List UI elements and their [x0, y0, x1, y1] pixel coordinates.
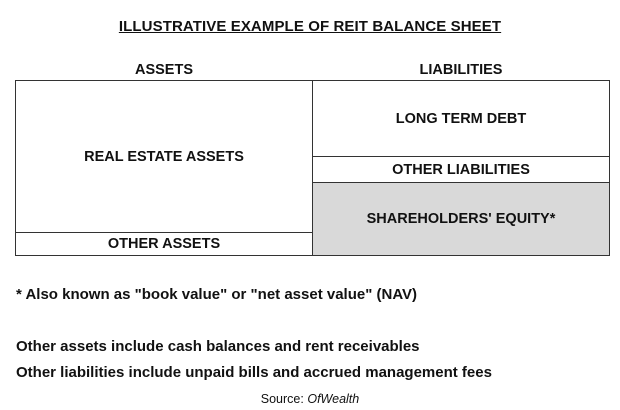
liabilities-header: LIABILITIES — [419, 62, 503, 78]
source-label: Source: — [260, 392, 304, 406]
footnote-text: * Also known as "book value" or "net asset value" (NAV) — [16, 286, 418, 303]
other-liabilities-note: Other liabilities include unpaid bills and accrued management fees — [16, 364, 492, 381]
shareholders-equity-cell — [313, 183, 609, 255]
other-assets-label: OTHER ASSETS — [107, 236, 221, 252]
other-liabilities-label: OTHER LIABILITIES — [392, 161, 530, 178]
other-assets-note: Other assets include cash balances and rent receivables — [16, 338, 420, 355]
other-assets-cell — [16, 233, 313, 255]
real-estate-assets-label: REAL ESTATE ASSETS — [84, 148, 244, 165]
source-credit — [0, 392, 620, 406]
long-term-debt-label: LONG TERM DEBT — [395, 110, 527, 127]
real-estate-assets-cell — [16, 81, 313, 233]
balance-sheet-table — [15, 80, 610, 256]
long-term-debt-cell — [313, 81, 609, 157]
shareholders-equity-label: SHAREHOLDERS' EQUITY* — [366, 211, 556, 227]
other-liabilities-cell — [313, 157, 609, 183]
source-name: OfWealth — [307, 392, 360, 406]
assets-header: ASSETS — [134, 62, 193, 78]
diagram-title: ILLUSTRATIVE EXAMPLE OF REIT BALANCE SHEET — [118, 18, 502, 35]
